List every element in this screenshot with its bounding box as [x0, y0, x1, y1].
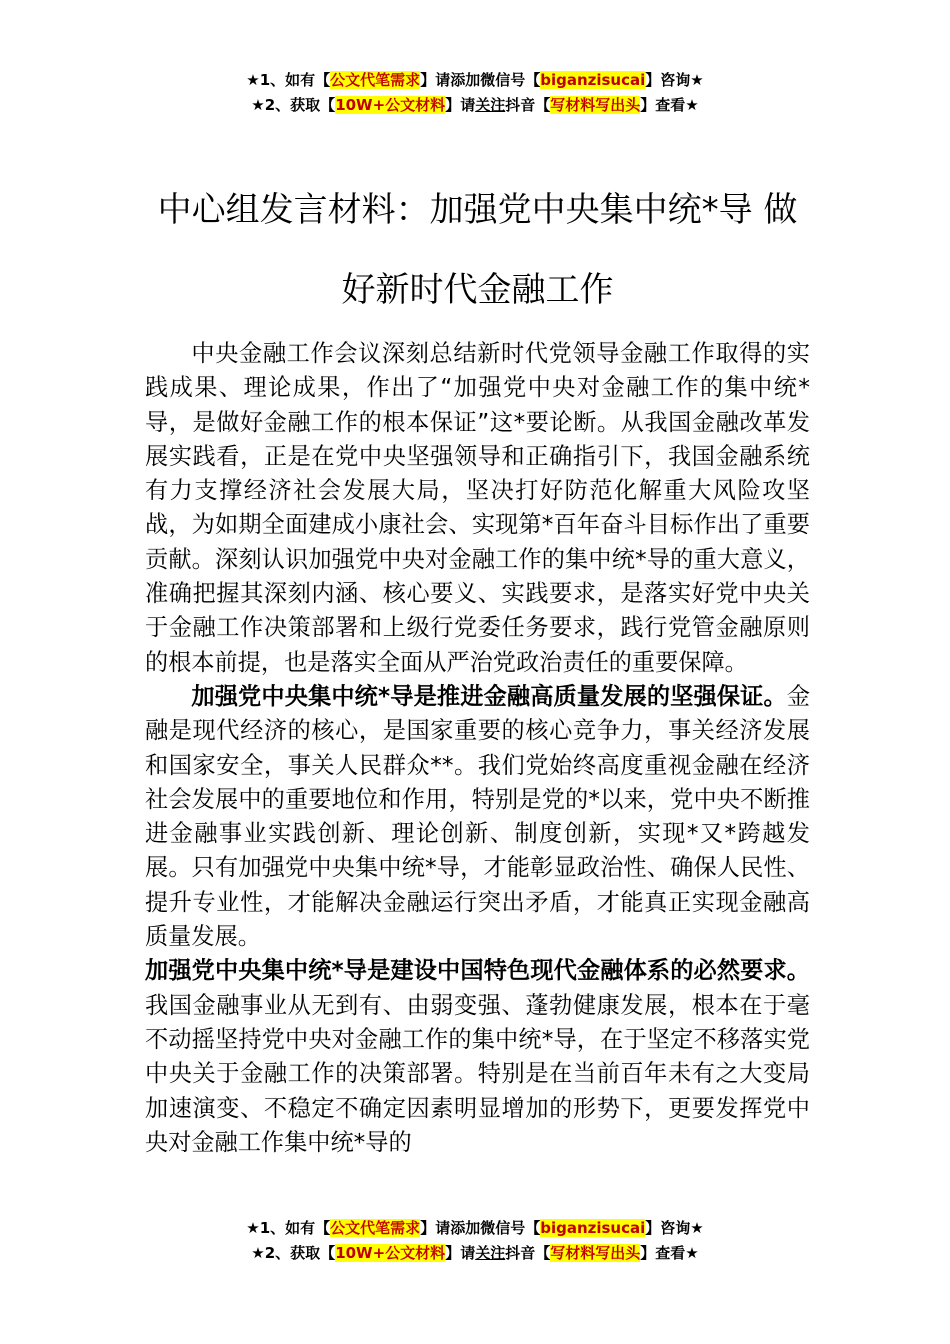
header-banner-line-1: ★1、如有【公文代笔需求】请添加微信号【biganzisucai】咨询★ [246, 71, 704, 89]
paragraph-1: 中央金融工作会议深刻总结新时代党领导金融工作取得的实践成果、理论成果，作出了“加强党中央对金融工作的集中统*导，是做好金融工作的根本保证”这*要论断。从我国金融改革发展实践看，正是在党中央坚强领导和正确指引下，我国金融系统有力支撑经济社会发展大局，坚决打好防范化解重大风险攻坚战，为如期全面建成小康社会、实现第*百年奋斗目标作出了重要贡献。深刻认识加强党中央对金融工作的集中统*导的重大意义，准确把握其深刻内涵、核心要义、实践要求，是落实好党中央关于金融工作决策部署和上级行党委任务要求，践行党管金融原则的根本前提，也是落实全面从严治党政治责任的重要保障。 [145, 340, 810, 676]
document-title [145, 170, 810, 330]
highlight-douyin-account: 写材料写出头 [550, 1244, 641, 1262]
header-banner-line-2: ★2、获取【10W+公文材料】请关注抖音【写材料写出头】查看★ [251, 96, 699, 114]
highlight-wechat-id: biganzisucai [540, 1219, 646, 1237]
follow-underlined: 关注 [475, 96, 506, 114]
title-line-2: 好新时代金融工作 [341, 270, 614, 310]
document-body [145, 337, 810, 1160]
footer-banner-line-2: ★2、获取【10W+公文材料】请关注抖音【写材料写出头】查看★ [251, 1244, 699, 1262]
highlight-douyin-account: 写材料写出头 [550, 96, 641, 114]
paragraph-2-heading: 加强党中央集中统*导是推进金融高质量发展的坚强保证。 [191, 682, 787, 710]
highlight-materials: 10W+公文材料 [335, 1244, 446, 1262]
paragraph-3: 加强党中央集中统*导是建设中国特色现代金融体系的必然要求。我国金融事业从无到有、由弱变强、蓬勃健康发展，根本在于毫不动摇坚持党中央对金融工作的集中统*导，在于坚定不移落实党中央关于金融工作的决策部署。特别是在当前百年未有之大变局加速演变、不稳定不确定因素明显增加的形势下，更要发挥党中央对金融工作集中统*导的 [145, 957, 810, 1156]
title-line-1: 中心组发言材料：加强党中央集中统*导 做 [157, 190, 798, 230]
highlight-ghostwriting: 公文代笔需求 [330, 71, 421, 89]
paragraph-3-heading: 加强党中央集中统*导是建设中国特色现代金融体系的必然要求。 [145, 957, 810, 985]
paragraph-2: 加强党中央集中统*导是推进金融高质量发展的坚强保证。金融是现代经济的核心，是国家重要的核心竞争力，事关经济发展和国家安全，事关人民群众**。我们党始终高度重视金融在经济社会发展中的重要地位和作用，特别是党的*以来，党中央不断推进金融事业实践创新、理论创新、制度创新，实现*又*跨越发展。只有加强党中央集中统*导，才能彰显政治性、确保人民性、提升专业性，才能解决金融运行突出矛盾，才能真正实现金融高质量发展。 [145, 682, 810, 951]
highlight-materials: 10W+公文材料 [335, 96, 446, 114]
follow-underlined: 关注 [475, 1244, 506, 1262]
footer-banner [0, 1216, 950, 1266]
highlight-ghostwriting: 公文代笔需求 [330, 1219, 421, 1237]
header-banner [0, 68, 950, 118]
footer-banner-line-1: ★1、如有【公文代笔需求】请添加微信号【biganzisucai】咨询★ [246, 1219, 704, 1237]
highlight-wechat-id: biganzisucai [540, 71, 646, 89]
